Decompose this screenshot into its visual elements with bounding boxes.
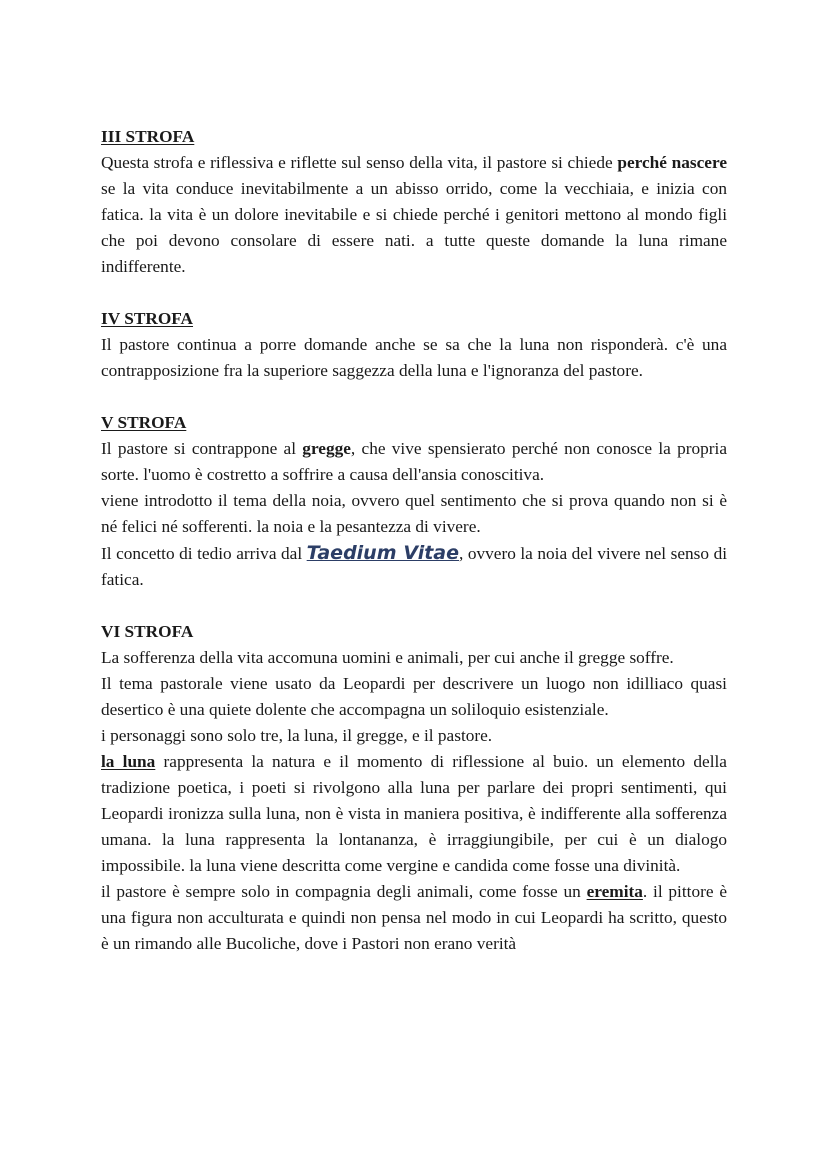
bold-underlined-term: eremita — [586, 882, 643, 901]
text-run: Il concetto di tedio arriva dal — [101, 544, 307, 563]
paragraph: Il tema pastorale viene usato da Leopardi per descrivere un luogo non idilliaco quasi desertico è una quiete dolente che accompagna un soliloquio esistenziale. — [101, 674, 727, 719]
paragraph: viene introdotto il tema della noia, ovvero quel sentimento che si prova quando non si è né felici né sofferenti. la noia e la pesantezza di vivere. — [101, 491, 727, 536]
text-run: . il pittore è una figura non acculturata e quindi non pensa nel modo in cui Leopardi ha scritto, questo è un rimando alle Bucoliche, dove i Pastori non erano verità — [101, 882, 727, 953]
bold-term: perché nascere — [617, 153, 727, 172]
text-run: rappresenta la natura e il momento di riflessione al buio. un elemento della tradizione poetica, i poeti si rivolgono alla luna per parlare dei propri sentimenti, qui Leopardi ironizza sulla luna, non è vista in maniera positiva, è indifferente alla sofferenza umana. la luna rappresenta la lontananza, è irraggiungibile, per cui è un dialogo impossibile. la luna viene descritta come vergine e candida come fosse una divinità. — [101, 752, 727, 875]
text-run: se la vita conduce inevitabilmente a un abisso orrido, come la vecchiaia, e inizia con fatica. la vita è un dolore inevitabile e si chiede perché i genitori mettono al mondo figli che poi devono consolare di essere nati. a tutte queste domande la luna rimane indifferente. — [101, 179, 727, 276]
paragraph — [101, 879, 727, 957]
text-run: , ovvero la noia del vivere nel senso di fatica. — [101, 544, 728, 589]
text-run: , che vive spensierato perché non conosce la propria sorte. l'uomo è costretto a soffrire a causa dell'ansia conoscitiva. — [101, 439, 727, 484]
paragraph — [101, 749, 727, 879]
section-iii-strofa — [101, 124, 727, 280]
styled-term: Taedium Vitae — [306, 542, 460, 564]
section-v-strofa — [101, 410, 727, 593]
section-heading: IV STROFA — [101, 309, 194, 328]
text-run: Il pastore si contrappone al — [101, 439, 303, 458]
paragraph: La sofferenza della vita accomuna uomini e animali, per cui anche il gregge soffre. — [101, 648, 674, 667]
paragraph — [101, 540, 727, 593]
section-vi-strofa — [101, 619, 727, 957]
bold-term: gregge — [302, 439, 351, 458]
text-run: Questa strofa e riflessiva e riflette sul senso della vita, il pastore si chiede — [101, 153, 618, 172]
section-heading: III STROFA — [101, 127, 195, 146]
document-body — [101, 124, 727, 983]
paragraph: i personaggi sono solo tre, la luna, il gregge, e il pastore. — [101, 726, 493, 745]
section-heading: V STROFA — [101, 413, 187, 432]
text-run: il pastore è sempre solo in compagnia degli animali, come fosse un — [101, 882, 587, 901]
section-iv-strofa — [101, 306, 727, 384]
section-heading: VI STROFA — [101, 622, 194, 641]
paragraph: Il pastore continua a porre domande anche se sa che la luna non risponderà. c'è una contrapposizione fra la superiore saggezza della luna e l'ignoranza del pastore. — [101, 335, 727, 380]
paragraph — [101, 436, 727, 488]
bold-underlined-term: la luna — [101, 752, 156, 771]
paragraph — [101, 150, 727, 280]
